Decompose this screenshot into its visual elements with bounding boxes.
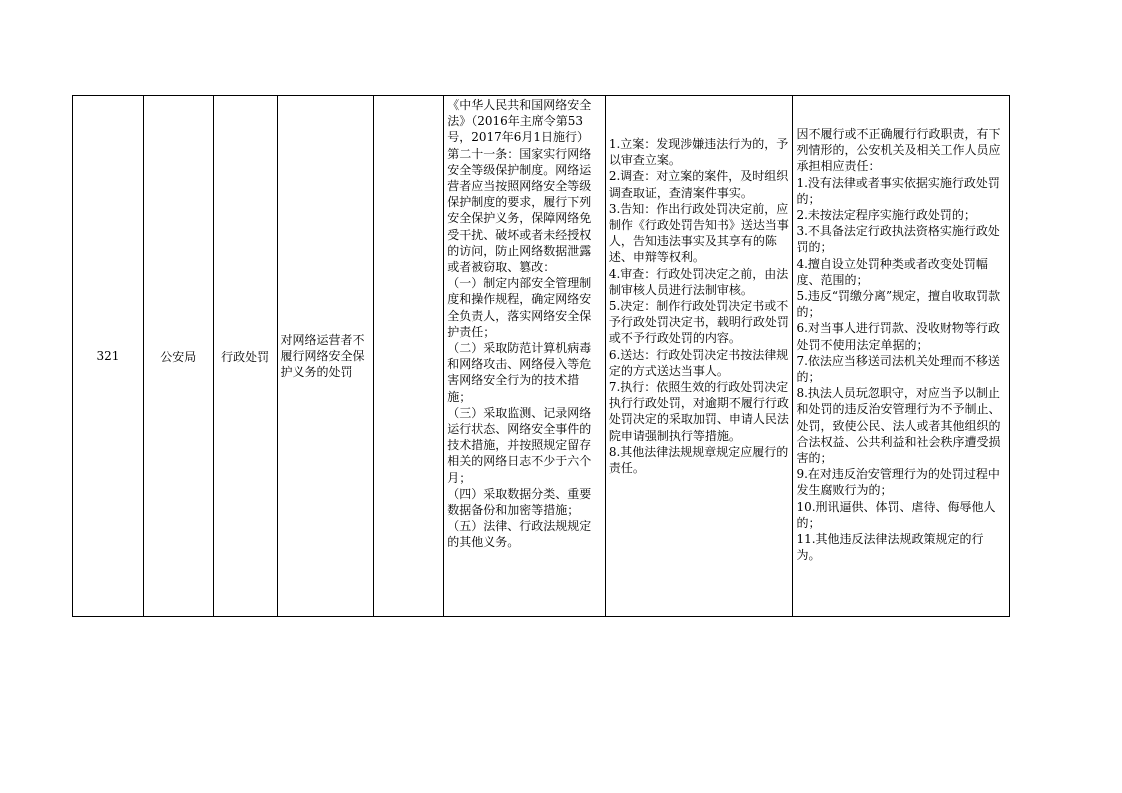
- responsibility-items: 因不履行或不正确履行行政职责，有下列情形的，公安机关及相关工作人员应承担相应责任： 1.没有法律或者事实依据实施行政处罚的； 2.未按法定程序实施行政处罚的； 3.不具备法定行政执法资格实施行政处罚的； 4.擅自设立处罚种类或者改变处罚幅度、范围的； 5.违反“罚缴分离”规定，擅自收取罚款的； 6.对当事人进行罚款、没收财物等行政处罚不使用法定单据的； 7.依法应当移送司法机关处理而不移送的； 8.执法人员玩忽职守，对应当予以制止和处罚的违反治安管理行为不予制止、处罚，致使公民、法人或者其他组织的合法权益、公共利益和社会秩序遭受损害的； 9.在对违反治安管理行为的处罚过程中发生腐败行为的； 10.刑讯逼供、体罚、虐待、侮辱他人的； 11.其他违反法律法规政策规定的行为。: [796, 127, 1001, 563]
- category-cell: [214, 96, 278, 616]
- row-number: 321: [96, 349, 120, 363]
- item-name: 对网络运营者不履行网络安全保护义务的处罚: [280, 333, 365, 379]
- item-cell: [278, 96, 375, 616]
- responsibility-cell: [793, 96, 1009, 616]
- legal-basis: 《中华人民共和国网络安全法》（2016年主席令第53号，2017年6月1日施行） 第二十一条：国家实行网络安全等级保护制度。网络运营者应当按照网络安全等级保护制度的要求，履行下列安全保护义务，保障网络免受干扰、破坏或者未经授权的访问，防止网络数据泄露或者被窃取、篡改： （一）制定内部安全管理制度和操作规程，确定网络安全负责人，落实网络安全保护责任； （二）采取防范计算机病毒和网络攻击、网络侵入等危害网络安全行为的技术措施； （三）采取监测、记录网络运行状态、网络安全事件的技术措施，并按照规定留存相关的网络日志不少于六个月； （四）采取数据分类、重要数据备份和加密等措施； （五）法律、行政法规规定的其他义务。: [447, 98, 592, 550]
- department-cell: [144, 96, 214, 616]
- legal-basis-cell: [444, 96, 606, 616]
- empty-cell: [374, 96, 444, 616]
- department: 公安局: [160, 349, 197, 364]
- procedure-steps: 1.立案：发现涉嫌违法行为的，予以审查立案。 2.调查：对立案的案件，及时组织调查取证，查清案件事实。 3.告知：作出行政处罚决定前，应制作《行政处罚告知书》送达当事人，告知违法事实及其享有的陈述、申辩等权利。 4.审查：行政处罚决定之前，由法制审核人员进行法制审核。 5.决定：制作行政处罚决定书或不予行政处罚决定书，载明行政处罚或不予行政处罚的内容。 6.送达：行政处罚决定书按法律规定的方式送达当事人。 7.执行：依照生效的行政处罚决定执行行政处罚，对逾期不履行行政处罚决定的采取加罚、申请人民法院申请强制执行等措施。 8.其他法律法规规章规定应履行的责任。: [608, 137, 789, 476]
- category: 行政处罚: [221, 349, 270, 364]
- table-row: [72, 95, 1010, 617]
- procedure-cell: [606, 96, 794, 616]
- row-number-cell: [73, 96, 144, 616]
